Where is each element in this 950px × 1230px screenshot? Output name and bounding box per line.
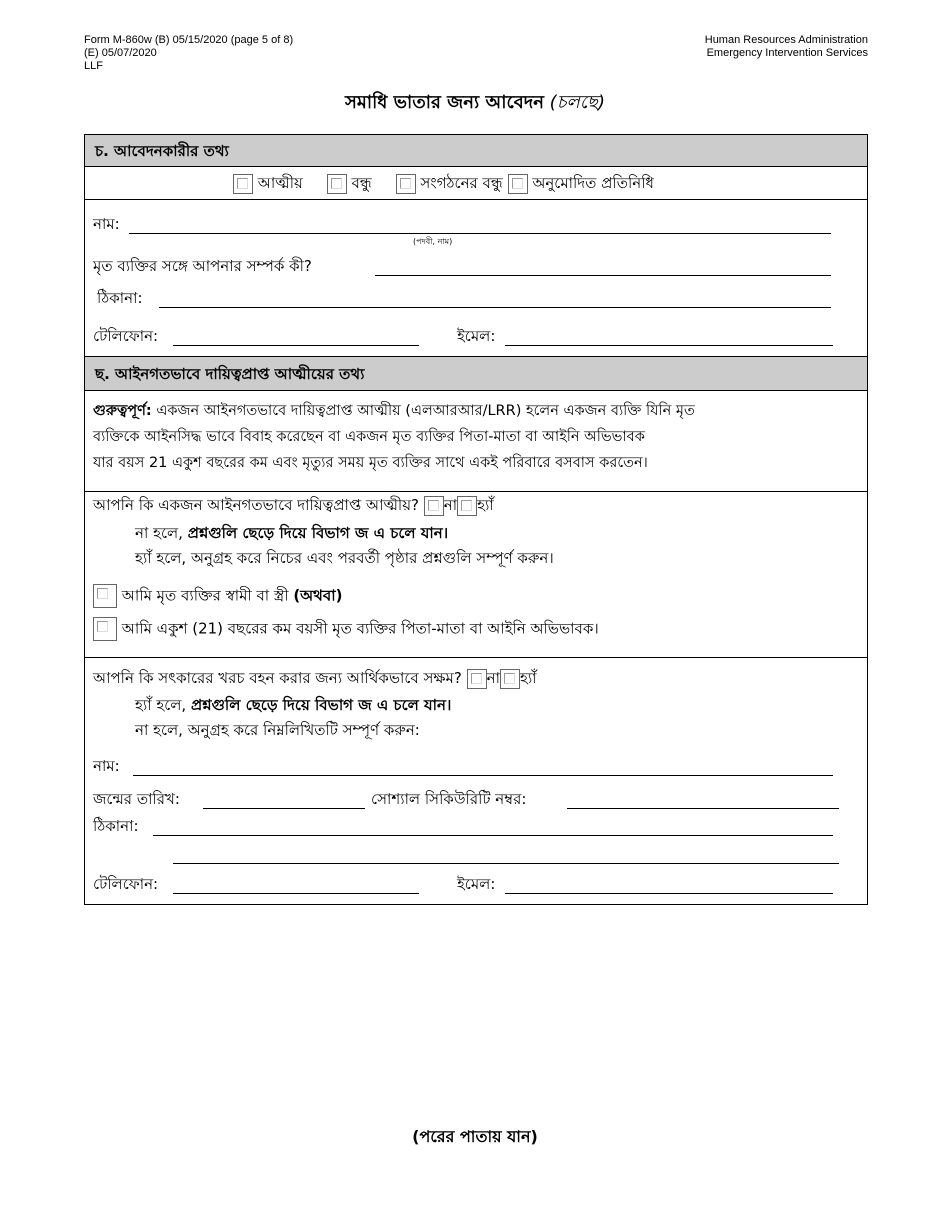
section-ch-heading: চ. আবেদনকারীর তথ্য xyxy=(85,135,867,167)
relation-field[interactable] xyxy=(375,274,831,276)
if-yes-text: হ্যাঁ হলে, xyxy=(135,696,187,714)
phone-label: টেলিফোন: xyxy=(93,327,159,345)
applicant-type-row xyxy=(85,167,867,200)
skip-instruction: প্রশ্নগুলি ছেড়ে দিয়ে বিভাগ জ এ চলে যান। xyxy=(187,524,449,542)
agency-block xyxy=(705,34,868,60)
lrr-address-field[interactable] xyxy=(153,834,833,836)
email-label: ইমেল: xyxy=(457,327,496,345)
address-label: ঠিকানা: xyxy=(97,289,143,307)
lrr-address-field-2[interactable] xyxy=(173,862,839,864)
dob-label: জন্মের তারিখ: xyxy=(93,790,180,808)
form-table xyxy=(84,134,868,905)
address-field[interactable] xyxy=(159,306,831,308)
no-label: না xyxy=(486,669,500,687)
checkbox-spouse[interactable] xyxy=(93,584,117,608)
important-note xyxy=(85,391,867,492)
important-label: গুরুত্বপূর্ণ: xyxy=(93,403,152,419)
checkbox-relative[interactable] xyxy=(233,174,253,194)
agency-line: Emergency Intervention Services xyxy=(706,47,868,59)
no-label: না xyxy=(443,496,458,514)
phone-field[interactable] xyxy=(173,344,419,346)
checkbox-lrr-yes[interactable] xyxy=(457,496,477,516)
option-relative-label: আত্মীয় xyxy=(257,174,303,192)
yes-label: হ্যাঁ xyxy=(477,496,494,514)
parent-guardian-label: আমি একুশ (21) বছরের কম বয়সী মৃত ব্যক্তির পিতা-মাতা বা আইনি অভিভাবক। xyxy=(121,619,599,638)
option-friend-label: বন্ধু xyxy=(351,174,372,192)
ssn-field[interactable] xyxy=(567,807,839,809)
page-title xyxy=(0,88,950,119)
checkbox-financial-no[interactable] xyxy=(467,669,487,689)
name-hint: (পদবী, নাম) xyxy=(413,237,453,246)
skip-instruction: প্রশ্নগুলি ছেড়ে দিয়ে বিভাগ জ এ চলে যান। xyxy=(190,696,452,714)
applicant-info xyxy=(85,200,867,357)
or-label: (অথবা) xyxy=(293,586,343,605)
form-id-line: LLF xyxy=(84,60,103,72)
page-title-continued: (চলছে) xyxy=(549,92,605,113)
if-yes-text: হ্যাঁ হলে, অনুগ্রহ করে নিচের এবং পরবর্তী পৃষ্ঠার প্রশ্নগুলি সম্পূর্ণ করুন। xyxy=(135,549,554,567)
checkbox-organization-friend[interactable] xyxy=(396,174,416,194)
important-line: যার বয়স 21 একুশ বছরের কম এবং মৃত্যুর সময় মৃত ব্যক্তির সাথে একই পরিবারে বসবাস করতেন। xyxy=(93,455,648,471)
form-id-line: (E) 05/07/2020 xyxy=(84,47,157,59)
checkbox-friend[interactable] xyxy=(327,174,347,194)
lrr-phone-field[interactable] xyxy=(173,892,419,894)
lrr-phone-label: টেলিফোন: xyxy=(93,875,159,893)
lrr-question-text: আপনি কি একজন আইনগতভাবে দায়িত্বপ্রাপ্ত আত্মীয়? xyxy=(93,496,420,514)
financial-question-text: আপনি কি সৎকারের খরচ বহন করার জন্য আর্থিকভাবে সক্ষম? xyxy=(93,669,462,687)
if-no-text: না হলে, xyxy=(135,524,183,542)
continue-next-page: (পরের পাতায় যান) xyxy=(412,1127,538,1146)
email-field[interactable] xyxy=(505,344,833,346)
option-authorized-representative-label: অনুমোদিত প্রতিনিধি xyxy=(532,174,654,192)
lrr-email-field[interactable] xyxy=(505,892,833,894)
lrr-address-label: ঠিকানা: xyxy=(93,817,139,835)
important-line: একজন আইনগতভাবে দায়িত্বপ্রাপ্ত আত্মীয় (এলআরআর/LRR) হলেন একজন ব্যক্তি যিনি মৃত xyxy=(156,403,695,419)
spouse-label: আমি মৃত ব্যক্তির স্বামী বা স্ত্রী xyxy=(121,586,289,605)
financial-question xyxy=(85,658,867,904)
relation-label: মৃত ব্যক্তির সঙ্গে আপনার সম্পর্ক কী? xyxy=(93,257,312,275)
dob-field[interactable] xyxy=(203,807,365,809)
form-id-block xyxy=(84,34,293,73)
option-organization-friend-label: সংগঠনের বন্ধু xyxy=(420,174,503,192)
lrr-name-field[interactable] xyxy=(133,774,833,776)
page-title-main: সমাধি ভাতার জন্য আবেদন xyxy=(345,92,544,113)
ssn-label: সোশ্যাল সিকিউরিটি নম্বর: xyxy=(371,790,527,808)
important-line: ব্যক্তিকে আইনসিদ্ধ ভাবে বিবাহ করেছেন বা একজন মৃত ব্যক্তির পিতা-মাতা বা আইনি অভিভাবক xyxy=(93,429,645,445)
checkbox-authorized-representative[interactable] xyxy=(508,174,528,194)
form-id-line: Form M-860w (B) 05/15/2020 (page 5 of 8) xyxy=(84,34,294,46)
if-no-text: না হলে, অনুগ্রহ করে নিম্নলিখিতটি সম্পূর্ণ করুন: xyxy=(135,721,420,739)
checkbox-financial-yes[interactable] xyxy=(500,669,520,689)
section-chh-heading: ছ. আইনগতভাবে দায়িত্বপ্রাপ্ত আত্মীয়ের তথ্য xyxy=(85,357,867,391)
name-field[interactable] xyxy=(129,232,831,234)
yes-label: হ্যাঁ xyxy=(519,669,537,687)
lrr-name-label: নাম: xyxy=(93,757,120,775)
name-label: নাম: xyxy=(93,215,120,233)
lrr-question xyxy=(85,492,867,658)
checkbox-lrr-no[interactable] xyxy=(424,496,444,516)
lrr-email-label: ইমেল: xyxy=(457,875,496,893)
agency-line: Human Resources Administration xyxy=(704,34,868,46)
checkbox-parent-guardian[interactable] xyxy=(93,617,117,641)
